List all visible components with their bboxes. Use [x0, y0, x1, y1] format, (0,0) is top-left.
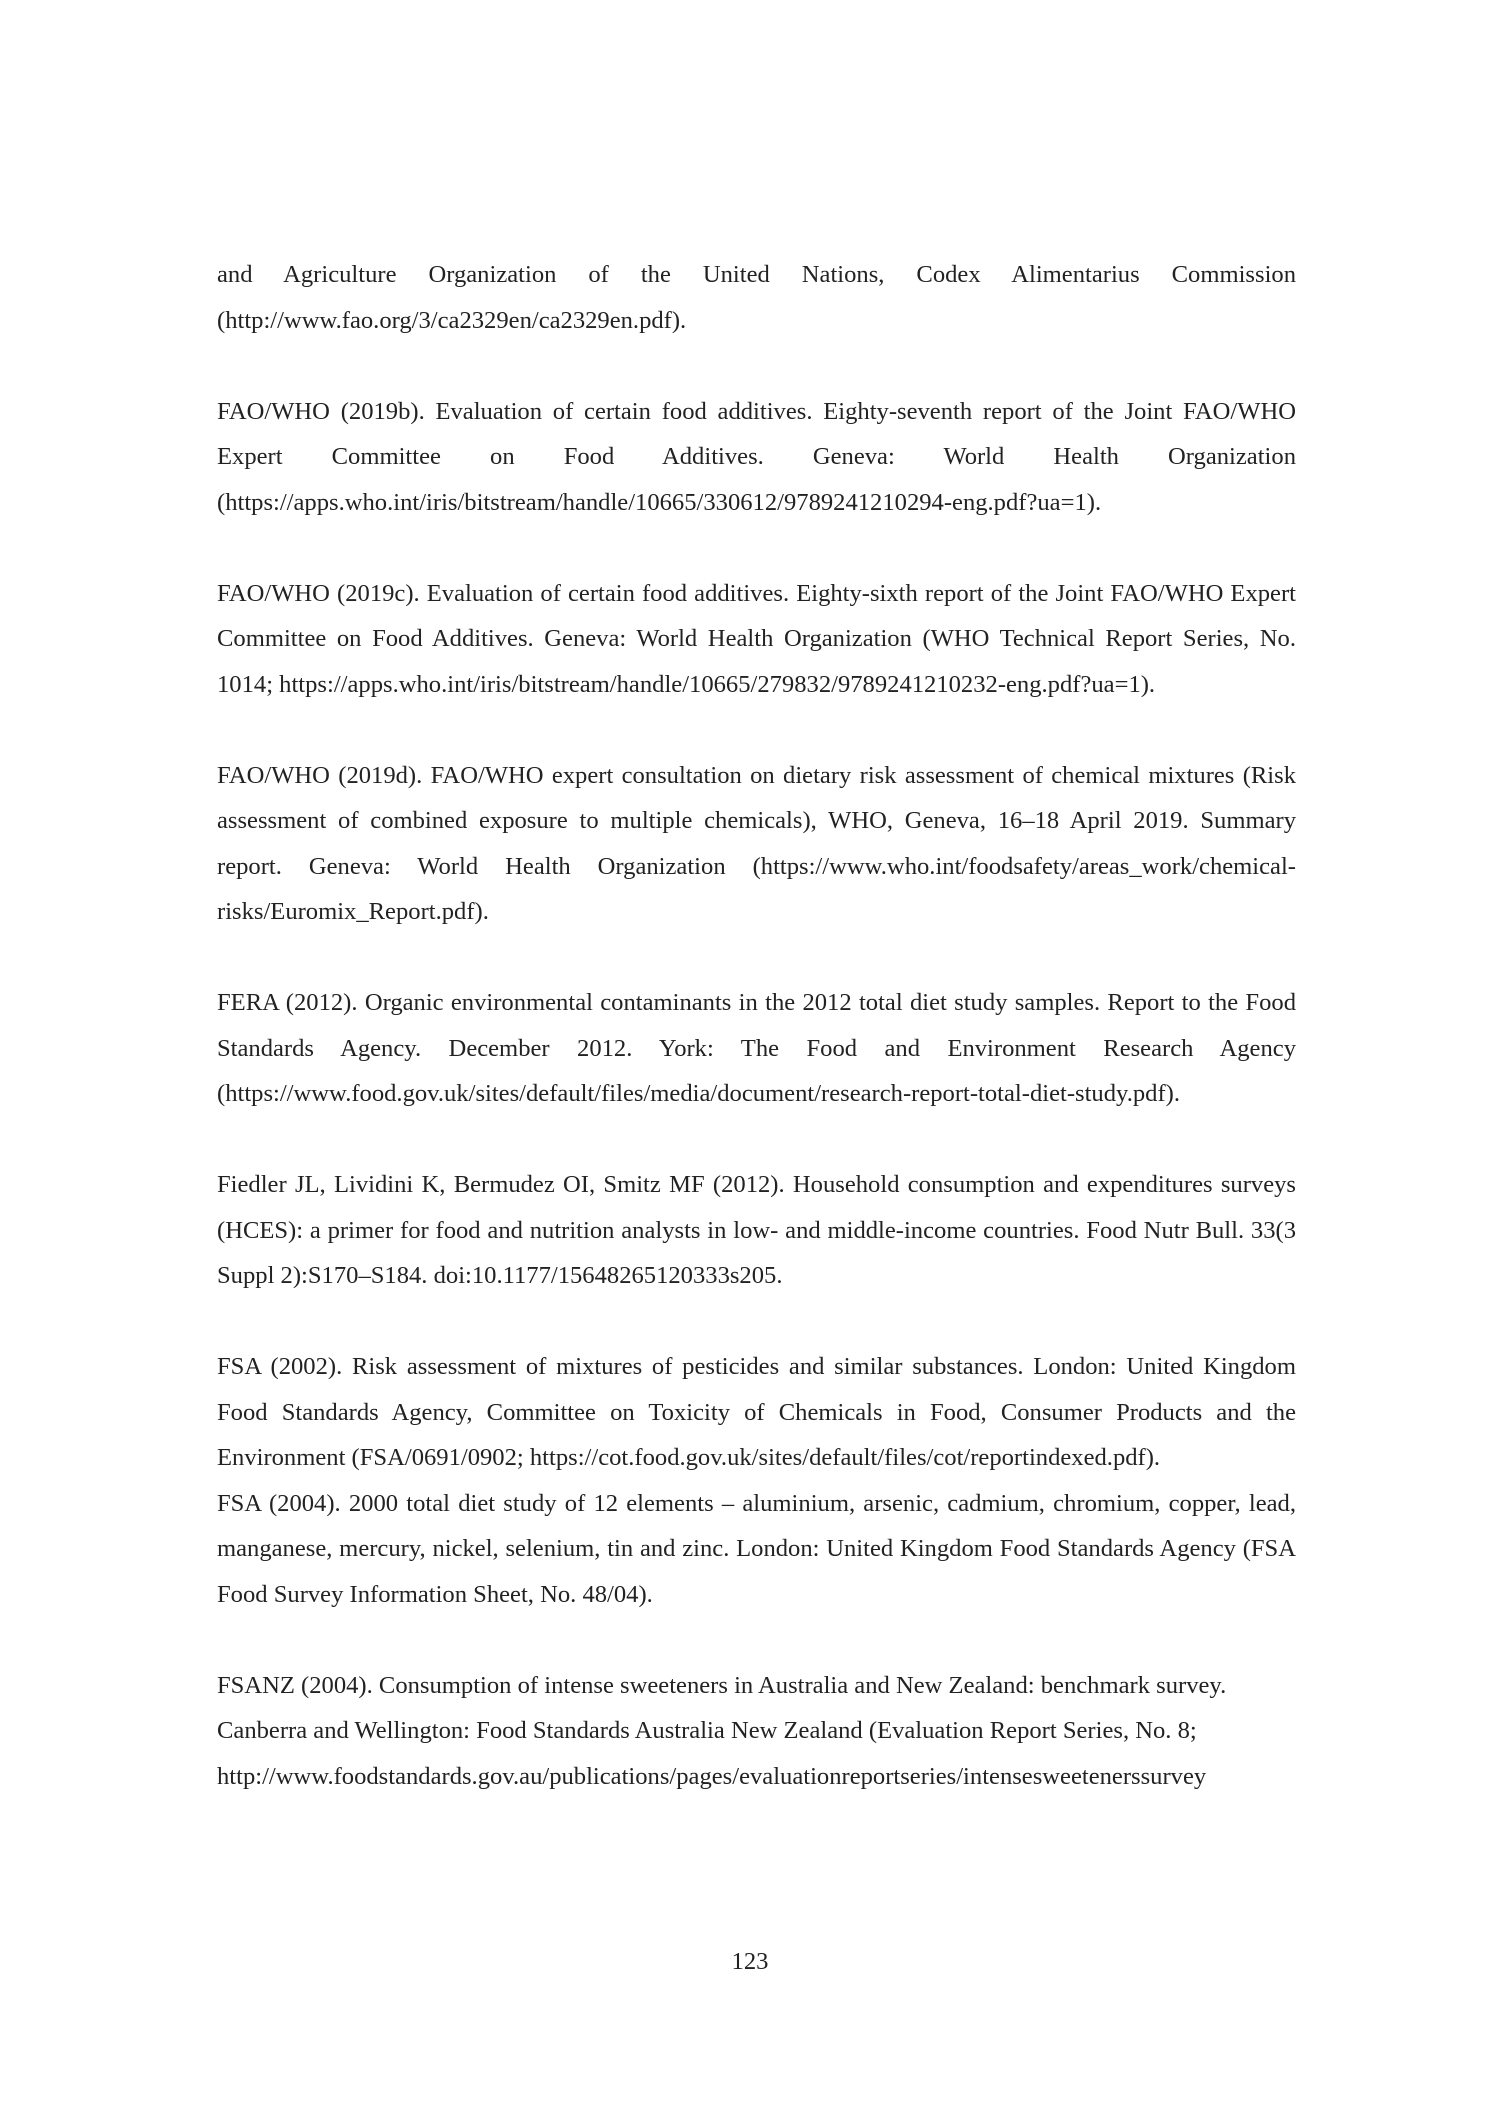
reference-entry-fsa-2002: FSA (2002). Risk assessment of mixtures of pesticides and similar substances. London: United Kingdom Food Standards Agency, Committee on Toxicity of Chemicals in Food, Consumer Products and the Environment (FSA/0691/0902; https://cot.food.gov.uk/sites/default/files/cot/reportindexed.pdf). [217, 1353, 1296, 1471]
reference-entry-fsa-2004: FSA (2004). 2000 total diet study of 12 elements – aluminium, arsenic, cadmium, chromium, copper, lead, manganese, mercury, nickel, selenium, tin and zinc. London: United Kingdom Food Standards Agency (FSA Food Survey Information Sheet, No. 48/04). [217, 1489, 1296, 1608]
reference-entry-fao-codex-continued: and Agriculture Organization of the United Nations, Codex Alimentarius Commission (http://www.fao.org/3/ca2329en/ca2329en.pdf). [217, 261, 1296, 334]
reference-entry-fera-2012: FERA (2012). Organic environmental contaminants in the 2012 total diet study samples. Report to the Food Standards Agency. December 2012. York: The Food and Environment Research Agency (https://www.food.gov.uk/sites/default/files/media/document/research-report-total-diet-study.pdf). [217, 989, 1296, 1107]
reference-list [217, 252, 1296, 1799]
reference-entry-fao-who-2019d: FAO/WHO (2019d). FAO/WHO expert consultation on dietary risk assessment of chemical mixtures (Risk assessment of combined exposure to multiple chemicals), WHO, Geneva, 16–18 April 2019. Summary report. Geneva: World Health Organization (https://www.who.int/foodsafety/areas_work/chemical-risks/Euromix_Report.pdf). [217, 761, 1296, 925]
reference-entry-fao-who-2019c: FAO/WHO (2019c). Evaluation of certain food additives. Eighty-sixth report of the Joint FAO/WHO Expert Committee on Food Additives. Geneva: World Health Organization (WHO Technical Report Series, No. 1014; https://apps.who.int/iris/bitstream/handle/10665/279832/9789241210232-eng.pdf?ua=1). [217, 579, 1296, 698]
reference-entry-fsanz-2004: FSANZ (2004). Consumption of intense sweeteners in Australia and New Zealand: benchmark survey. Canberra and Wellington: Food Standards Australia New Zealand (Evaluation Report Series, No. 8; http://www.foodstandards.gov.au/publications/pages/evaluationreportseries/intensesweetenerssurvey [217, 1671, 1227, 1790]
reference-entry-fao-who-2019b: FAO/WHO (2019b). Evaluation of certain food additives. Eighty-seventh report of the Joint FAO/WHO Expert Committee on Food Additives. Geneva: World Health Organization (https://apps.who.int/iris/bitstream/handle/10665/330612/9789241210294-eng.pdf?ua=1). [217, 397, 1296, 516]
reference-entry-fiedler-2012: Fiedler JL, Lividini K, Bermudez OI, Smitz MF (2012). Household consumption and expenditures surveys (HCES): a primer for food and nutrition analysts in low- and middle-income countries. Food Nutr Bull. 33(3 Suppl 2):S170–S184. doi:10.1177/15648265120333s205. [217, 1171, 1296, 1289]
page-number: 123 [731, 1948, 769, 1975]
